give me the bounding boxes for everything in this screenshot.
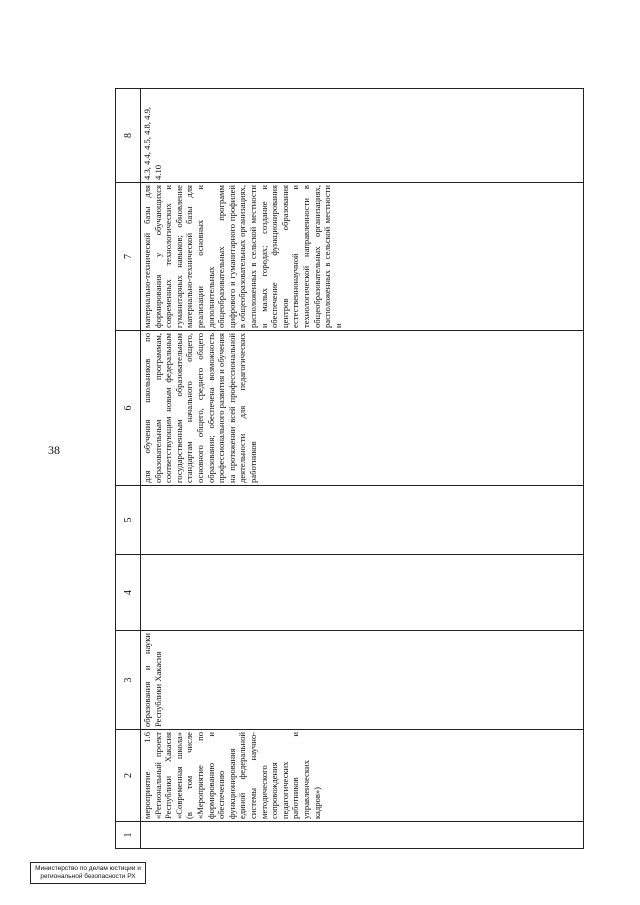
header-col-8: 8 [116, 89, 141, 183]
header-col-1: 1 [116, 822, 141, 849]
header-col-7: 7 [116, 183, 141, 331]
table-row [141, 89, 584, 849]
header-col-2: 2 [116, 730, 141, 822]
cell-col-8: 4.3, 4.4, 4.5, 4.8, 4.9, 4.10 [141, 89, 584, 183]
cell-col-4 [141, 555, 584, 631]
table-container [115, 89, 584, 849]
cell-col-6: для обучения школьников по образовательным программам, соответствующим новым федеральным государственным образовательным стандартам начального общего, основного общего, среднего общего образования; обеспечена возможность профессионального развития и обучения на протяжении всей профессиональной деятельности для педагогических работников [141, 331, 584, 486]
page-number: 38 [48, 443, 60, 457]
cell-col-1 [141, 822, 584, 849]
header-col-6: 6 [116, 331, 141, 486]
header-row [116, 89, 141, 849]
header-col-4: 4 [116, 555, 141, 631]
cell-col-3: образования и науки Республики Хакасия [141, 631, 584, 730]
program-table [115, 88, 584, 849]
ministry-stamp: Министерство по делам юстиции и региональной безопасности РХ [30, 862, 146, 884]
cell-col-5 [141, 486, 584, 555]
header-col-5: 5 [116, 486, 141, 555]
cell-col-2: мероприятие 1.6 «Региональный проект Республики Хакасия «Современная школа» (в том числе «Мероприятие по формированию и обеспечению функционирования единой федеральной системы научно-методического сопровождения педагогических работников и управленческих кадров») [141, 730, 584, 822]
header-col-3: 3 [116, 631, 141, 730]
cell-col-7: материально-технической базы для формирования у обучающихся современных технологических и гуманитарных навыков; обновление материально-технической базы для реализации основных и дополнительных общеобразовательных программ цифрового и гуманитарного профилей в общеобразовательных организациях, расположенных в сельской местности и малых городах; создание и обеспечение функционирования центров образования естественнонаучной и технологической направленности в общеобразовательных организациях, расположенных в сельской местности и [141, 183, 584, 331]
